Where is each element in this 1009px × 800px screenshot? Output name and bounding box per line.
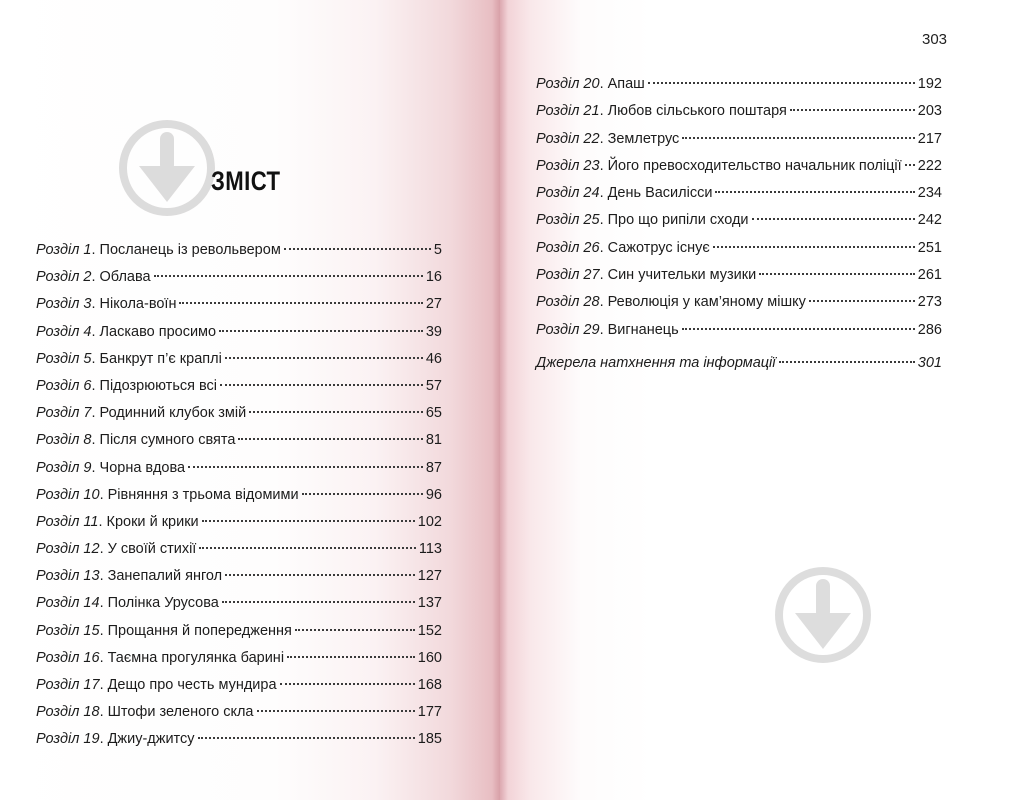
toc-entry-page: 102 <box>417 513 442 530</box>
toc-entry-separator: . <box>599 239 604 256</box>
toc-entry-page: 301 <box>917 355 942 371</box>
toc-entry-title: Землетрус <box>607 130 680 147</box>
toc-entry-separator: . <box>599 185 604 202</box>
toc-entry-label: Розділ 18 <box>36 704 100 721</box>
toc-entry-title: Штофи зеленого скла <box>107 704 254 721</box>
leader-dots <box>249 411 423 413</box>
toc-entry-separator: . <box>99 486 104 503</box>
toc-entry-page: 5 <box>433 242 442 258</box>
toc-entry-page: 261 <box>917 267 942 284</box>
toc-entry-separator: . <box>91 323 96 340</box>
toc-entry-label: Розділ 29 <box>536 321 600 338</box>
toc-list-right <box>536 71 942 344</box>
toc-entry-separator: . <box>99 704 104 721</box>
toc-entry-label: Розділ 1 <box>36 242 92 258</box>
toc-entry-page: 27 <box>425 296 442 313</box>
leader-dots <box>225 574 415 576</box>
leader-dots <box>219 330 423 332</box>
leader-dots <box>295 629 415 631</box>
toc-entry-title: Вигнанець <box>607 321 679 338</box>
leader-dots <box>199 547 416 549</box>
toc-entry[interactable] <box>536 180 942 207</box>
leader-dots <box>715 191 914 193</box>
toc-entry-label: Розділ 28 <box>536 294 600 311</box>
leader-dots <box>179 302 422 304</box>
toc-entry-page: 113 <box>418 541 442 558</box>
toc-entry-page: 65 <box>425 405 442 422</box>
leader-dots <box>752 218 915 220</box>
toc-entry-title: Занепалий янгол <box>107 568 223 585</box>
toc-entry-separator: . <box>99 568 104 585</box>
leader-dots <box>905 164 915 166</box>
toc-entry-label: Розділ 26 <box>536 239 600 256</box>
toc-entry-separator: . <box>99 622 104 639</box>
toc-entry-separator: . <box>599 157 604 174</box>
download-watermark-icon <box>117 118 217 218</box>
toc-entry-label: Розділ 22 <box>536 130 600 147</box>
toc-entry-title: Апаш <box>607 76 645 92</box>
toc-entry[interactable] <box>36 672 442 699</box>
download-watermark-icon <box>773 565 873 665</box>
toc-entry-separator: . <box>91 350 96 367</box>
toc-entry-title: Нікола-воїн <box>99 296 177 313</box>
toc-entry-separator: . <box>99 677 104 693</box>
toc-entry-page: 222 <box>917 157 942 174</box>
toc-entry-label: Розділ 16 <box>36 649 100 666</box>
toc-entry-title: Облава <box>99 269 151 286</box>
toc-entry-separator: . <box>599 103 604 120</box>
leader-dots <box>759 273 915 275</box>
book-spine <box>492 0 508 800</box>
toc-entry-page: 185 <box>417 731 442 748</box>
toc-entry[interactable] <box>536 262 942 289</box>
toc-entry-title: День Василісси <box>607 185 713 202</box>
leader-dots <box>222 601 415 603</box>
toc-entry-separator: . <box>91 242 96 258</box>
toc-entry-label: Розділ 25 <box>536 212 600 229</box>
toc-entry[interactable] <box>536 126 942 153</box>
toc-entry-title: Любов сільського поштаря <box>607 103 787 120</box>
toc-entry-title: Син учительки музики <box>607 267 757 284</box>
toc-entry-title: У своїй стихії <box>107 541 197 558</box>
leader-dots <box>154 275 423 277</box>
toc-entry-title: Джиу-джитсу <box>107 731 195 748</box>
toc-entry-label: Розділ 7 <box>36 405 92 422</box>
leader-dots <box>287 656 415 658</box>
toc-entry[interactable] <box>36 590 442 617</box>
toc-entry[interactable] <box>36 427 442 454</box>
toc-entry-separator: . <box>91 405 96 422</box>
toc-entry-title: Прощання й попередження <box>107 622 292 639</box>
toc-entry-page: 39 <box>425 323 442 340</box>
toc-entry[interactable] <box>36 726 442 753</box>
toc-entry-separator: . <box>599 294 604 311</box>
toc-entry[interactable] <box>36 618 442 645</box>
toc-entry-label: Розділ 5 <box>36 350 92 367</box>
toc-entry[interactable] <box>36 699 442 726</box>
leader-dots <box>284 248 431 250</box>
toc-entry-page: 127 <box>417 568 442 585</box>
leader-dots <box>257 710 415 712</box>
toc-entry[interactable] <box>536 235 942 262</box>
toc-entry-label: Розділ 17 <box>36 677 100 693</box>
toc-entry[interactable] <box>536 207 942 234</box>
toc-entry[interactable] <box>36 291 442 318</box>
toc-entry-label: Розділ 12 <box>36 541 100 558</box>
toc-entry-page: 168 <box>417 677 442 693</box>
toc-entry-separator: . <box>599 267 604 284</box>
toc-entry-label: Розділ 24 <box>536 185 600 202</box>
leader-dots <box>280 683 415 685</box>
toc-entry-title: Таємна прогулянка барині <box>107 649 285 666</box>
toc-entry-separator: . <box>599 321 604 338</box>
toc-entry-separator: . <box>98 513 103 530</box>
toc-entry-separator: . <box>599 130 604 147</box>
leader-dots <box>238 438 422 440</box>
toc-entry-separator: . <box>99 541 104 558</box>
toc-entry-page: 46 <box>425 350 442 367</box>
toc-entry-title: Після сумного свята <box>99 432 236 449</box>
toc-entry-page: 152 <box>417 622 442 639</box>
toc-entry-page: 96 <box>425 486 442 503</box>
toc-entry-page: 81 <box>425 432 442 449</box>
toc-entry-page: 217 <box>917 130 942 147</box>
leader-dots <box>220 384 423 386</box>
toc-entry-separator: . <box>91 377 96 394</box>
toc-entry-label: Розділ 10 <box>36 486 100 503</box>
leader-dots <box>198 737 415 739</box>
toc-entry-sources[interactable] <box>536 350 942 377</box>
toc-entry-label: Розділ 6 <box>36 377 92 394</box>
toc-entry-page: 234 <box>917 185 942 202</box>
toc-entry[interactable] <box>536 289 942 316</box>
toc-entry-page: 57 <box>425 377 442 394</box>
toc-entry-title: Підозрюються всі <box>99 377 218 394</box>
toc-entry-title: Революція у кам’яному мішку <box>607 294 806 311</box>
toc-entry-separator: . <box>99 595 104 612</box>
toc-entry-page: 203 <box>917 103 942 120</box>
toc-entry-title: Сажотрус існує <box>607 239 710 256</box>
toc-entry-label: Розділ 13 <box>36 568 100 585</box>
leader-dots <box>713 246 915 248</box>
toc-entry[interactable] <box>36 536 442 563</box>
toc-entry-title: Кроки й крики <box>106 513 199 530</box>
toc-entry-page: 286 <box>917 321 942 338</box>
toc-entry[interactable] <box>36 455 442 482</box>
toc-list-left <box>36 237 442 754</box>
toc-entry-separator: . <box>599 76 604 92</box>
page-number: 303 <box>922 31 948 48</box>
toc-entry-label: Розділ 15 <box>36 622 100 639</box>
toc-entry[interactable] <box>36 264 442 291</box>
toc-entry-separator: . <box>91 296 96 313</box>
toc-entry-label: Розділ 19 <box>36 731 100 748</box>
leader-dots <box>648 82 915 84</box>
leader-dots <box>809 300 915 302</box>
toc-entry-label: Розділ 20 <box>536 76 600 92</box>
toc-entry-separator: . <box>91 269 96 286</box>
toc-entry-title: Полінка Урусова <box>107 595 219 612</box>
toc-entry-label: Розділ 23 <box>536 157 600 174</box>
toc-entry[interactable] <box>536 317 942 344</box>
toc-entry[interactable] <box>36 509 442 536</box>
leader-dots <box>225 357 423 359</box>
toc-entry-separator: . <box>91 459 96 476</box>
toc-entry[interactable] <box>536 71 942 98</box>
toc-entry[interactable] <box>36 373 442 400</box>
toc-entry-title: Чорна вдова <box>99 459 186 476</box>
leader-dots <box>682 137 914 139</box>
leader-dots <box>302 493 423 495</box>
leader-dots <box>790 109 915 111</box>
toc-entry[interactable] <box>36 400 442 427</box>
leader-dots <box>188 466 423 468</box>
toc-entry-label: Розділ 9 <box>36 459 92 476</box>
toc-entry-label: Розділ 2 <box>36 269 92 286</box>
toc-entry-page: 16 <box>425 269 442 286</box>
toc-entry-separator: . <box>91 432 96 449</box>
toc-entry[interactable] <box>36 346 442 373</box>
toc-entry[interactable] <box>36 645 442 672</box>
toc-entry-page: 273 <box>917 294 942 311</box>
toc-entry[interactable] <box>536 153 942 180</box>
toc-entry-title: Джерела натхнення та інформації <box>536 355 776 371</box>
toc-entry-label: Розділ 21 <box>536 103 600 120</box>
toc-entry-separator: . <box>99 649 104 666</box>
toc-entry-title: Посланець із револьвером <box>99 242 281 258</box>
toc-entry-page: 192 <box>917 76 942 92</box>
toc-entry[interactable] <box>36 563 442 590</box>
leader-dots <box>779 361 915 363</box>
toc-entry-label: Розділ 3 <box>36 296 92 313</box>
toc-entry-page: 137 <box>417 595 442 612</box>
toc-entry[interactable] <box>36 237 442 264</box>
leader-dots <box>682 328 915 330</box>
toc-entry-page: 160 <box>417 649 442 666</box>
leader-dots <box>202 520 415 522</box>
toc-entry-separator: . <box>99 731 104 748</box>
toc-entry-title: Рівняння з трьома відомими <box>107 486 299 503</box>
toc-entry[interactable] <box>536 98 942 125</box>
toc-entry-separator: . <box>599 212 604 229</box>
toc-entry-label: Розділ 8 <box>36 432 92 449</box>
toc-entry-page: 87 <box>425 459 442 476</box>
toc-entry-label: Розділ 4 <box>36 323 92 340</box>
toc-entry-page: 251 <box>917 239 942 256</box>
toc-entry-page: 177 <box>417 704 442 721</box>
toc-entry-title: Банкрут п’є краплі <box>99 350 222 367</box>
toc-entry-title: Дещо про честь мундира <box>107 677 277 693</box>
toc-entry-title: Ласкаво просимо <box>99 323 217 340</box>
toc-entry-title: Родинний клубок змій <box>99 405 247 422</box>
toc-entry-label: Розділ 27 <box>536 267 600 284</box>
toc-entry-page: 242 <box>917 212 942 229</box>
toc-entry-label: Розділ 11 <box>36 513 99 530</box>
toc-entry-label: Розділ 14 <box>36 595 100 612</box>
toc-entry[interactable] <box>36 319 442 346</box>
toc-entry-title: Його превосходительство начальник поліції <box>607 157 902 174</box>
toc-entry-title: Про що рипіли сходи <box>607 212 749 229</box>
toc-entry[interactable] <box>36 482 442 509</box>
page-title: ЗМІСТ <box>211 166 281 196</box>
